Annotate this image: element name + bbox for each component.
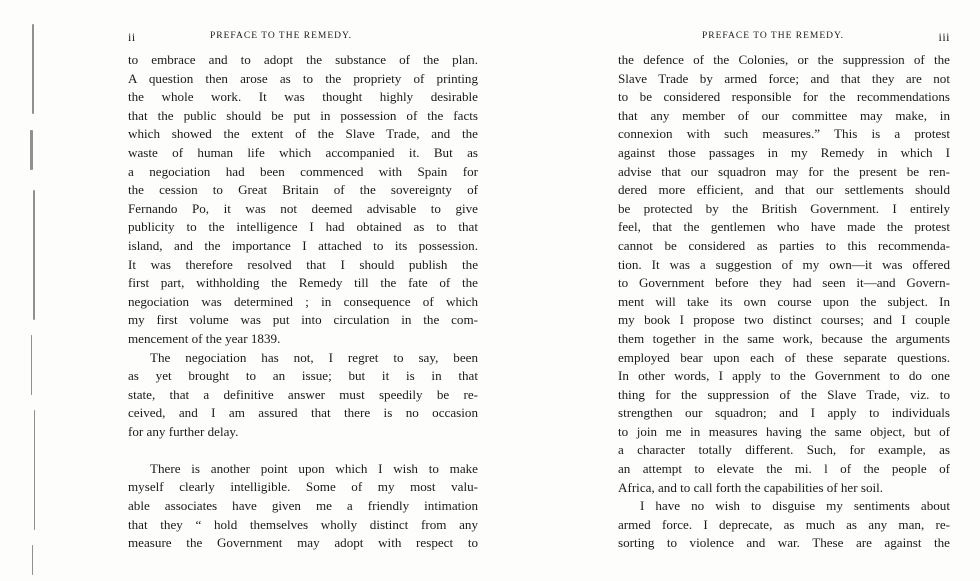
text-line: Africa, and to call forth the capabilities of her soil.	[618, 479, 884, 495]
text-line: to be considered responsible for the recommendations	[618, 89, 950, 105]
right-running-header	[618, 30, 950, 44]
text-line: ceived, and I am assured that there is no occasion	[128, 405, 478, 421]
left-running-header	[128, 30, 478, 44]
text-line: connexion with such measures.” This is a protest	[618, 126, 950, 142]
text-line: ment will take its own course upon the subject. In	[618, 293, 950, 309]
right-page-number: iii	[938, 30, 950, 44]
text-line: myself clearly intelligible. Some of my most valu-	[128, 479, 478, 495]
text-line: which showed the extent of the Slave Trade, and the	[128, 126, 478, 142]
paragraph-gap	[128, 441, 478, 459]
text-line: island, and the importance I attached to its possession.	[128, 237, 478, 253]
text-line: first part, withholding the Remedy till the fate of the	[128, 275, 478, 291]
text-line: cannot be considered as parties to this recommenda-	[618, 237, 950, 253]
text-line: dered more efficient, and that our settlements should	[618, 182, 950, 198]
text-line: It was therefore resolved that I should publish the	[128, 256, 478, 272]
text-line: that they “ hold themselves wholly distinct from any	[128, 516, 478, 532]
left-page-number: ii	[128, 30, 136, 44]
text-line: to embrace and to adopt the substance of the plan.	[128, 52, 478, 67]
text-line: I have no wish to disguise my sentiments about	[640, 498, 950, 514]
text-line: a negociation had been commenced with Spain for	[128, 163, 478, 179]
text-line: as yet brought to an issue; but it is in that	[128, 368, 478, 384]
text-line: for any further delay.	[128, 423, 239, 439]
text-line: to join me in measures having the same object, but of	[618, 423, 950, 439]
left-running-head-title: PREFACE TO THE REMEDY.	[210, 31, 353, 41]
text-line: that the public should be put in possession of the facts	[128, 107, 478, 123]
text-line: the cession to Great Britain of the sovereignty of	[128, 182, 478, 198]
text-line: The negociation has not, I regret to say, been	[150, 349, 478, 365]
right-running-head-title: PREFACE TO THE REMEDY.	[702, 31, 845, 41]
text-line: employed bear upon each of these separate questions.	[618, 349, 950, 365]
text-line: a character totally different. Such, for example, as	[618, 442, 950, 458]
text-line: There is another point upon which I wish to make	[150, 460, 478, 476]
text-line: Fernando Po, it was not deemed advisable to give	[128, 200, 478, 216]
text-line: advise that our squadron may for the present be ren-	[618, 163, 950, 179]
text-line: publicity to the intelligence I had obtained as to that	[128, 219, 478, 235]
text-line: negociation was determined ; in consequence of which	[128, 293, 478, 309]
text-line: sorting to violence and war. These are against the	[618, 535, 950, 551]
text-line: feel, that the gentlemen who have made the protest	[618, 219, 950, 235]
text-line: the defence of the Colonies, or the suppression of the	[618, 52, 950, 67]
right-page-body	[618, 51, 950, 553]
text-line: state, that a definitive answer must speedily be re-	[128, 386, 478, 402]
text-line: A question then arose as to the propriety of printing	[128, 70, 478, 86]
text-line: that any member of our committee may make, in	[618, 107, 950, 123]
text-line: the whole work. It was thought highly desirable	[128, 89, 478, 105]
text-line: measure the Government may adopt with respect to	[128, 535, 478, 551]
text-line: tion. It was a suggestion of my own—it was offered	[618, 256, 950, 272]
text-line: my book I propose two distinct courses; and I couple	[618, 312, 950, 328]
text-line: In other words, I apply to the Government to do one	[618, 368, 950, 384]
text-line: thing for the suppression of the Slave Trade, viz. to	[618, 386, 950, 402]
text-line: Slave Trade by armed force; and that they are not	[618, 70, 950, 86]
text-line: mencement of the year 1839.	[128, 330, 281, 346]
left-page-body	[128, 51, 478, 553]
text-line: an attempt to elevate the mi. l of the people of	[618, 461, 950, 477]
text-line: waste of human life which accompanied it. But as	[128, 144, 478, 160]
text-line: them together in the same work, because the arguments	[618, 330, 950, 346]
text-line: be protected by the British Government. I entirely	[618, 200, 950, 216]
binding-shadow	[22, 0, 52, 581]
text-line: strengthen our squadron; and I apply to individuals	[618, 405, 950, 421]
text-line: able associates have given me a friendly intimation	[128, 498, 478, 514]
text-line: against those passages in my Remedy in which I	[618, 144, 950, 160]
text-line: my first volume was put into circulation in the com-	[128, 312, 478, 328]
text-line: armed force. I deprecate, as much as any man, re-	[618, 516, 950, 532]
text-line: to Government before they had seen it—and Govern-	[618, 275, 950, 291]
